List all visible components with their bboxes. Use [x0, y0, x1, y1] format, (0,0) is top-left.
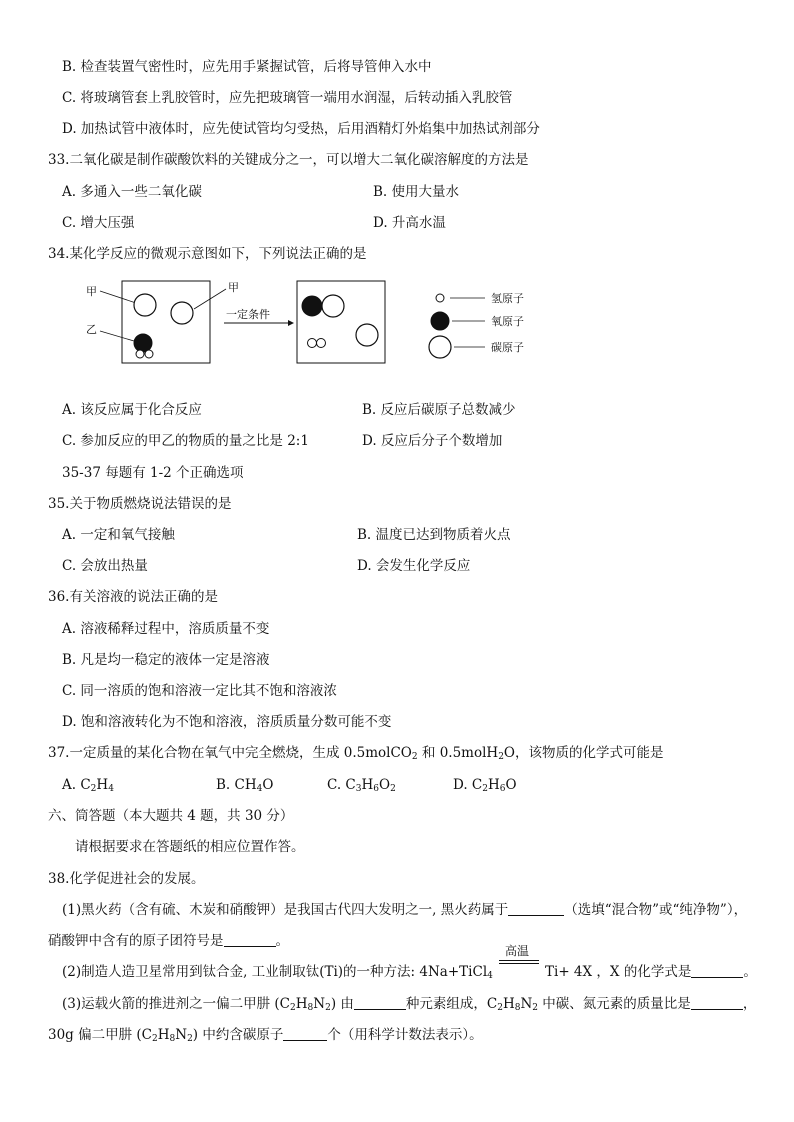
- multi-answer-note: 35-37 每题有 1-2 个正确选项: [62, 465, 244, 481]
- carbon-atom: [356, 324, 378, 346]
- subscript: 4: [256, 784, 263, 794]
- subscript: 2: [532, 1003, 539, 1013]
- q36-option-c: C. 同一溶质的饱和溶液一定比其不饱和溶液浓: [62, 683, 337, 699]
- subscript: 2: [152, 1034, 158, 1044]
- subscript: 8: [169, 1034, 176, 1044]
- carbon-atom: [322, 295, 344, 317]
- subscript: 2: [90, 784, 97, 794]
- q34-option-c: C. 参加反应的甲乙的物质的量之比是 2:1: [62, 433, 309, 449]
- oxygen-atom: [302, 296, 322, 316]
- text-part: N: [313, 996, 326, 1012]
- answer-blank[interactable]: [691, 995, 743, 1010]
- subscript: 2: [482, 784, 488, 794]
- q34-option-b: B. 反应后碳原子总数减少: [362, 402, 516, 418]
- text-part: 个（用科学计数法表示）。: [327, 1027, 483, 1043]
- legend-hydrogen-label: 氢原子: [491, 292, 524, 305]
- text-part: N: [175, 1027, 188, 1043]
- answer-blank[interactable]: [691, 963, 743, 978]
- reactant-box: [122, 281, 210, 363]
- text-part: N: [520, 996, 533, 1012]
- formula-part: O: [379, 777, 391, 793]
- formula-part: O: [505, 777, 517, 793]
- q33-option-b: B. 使用大量水: [373, 184, 460, 200]
- carbon-atom: [134, 294, 156, 316]
- q36-option-a: A. 溶液稀释过程中，溶质质量不变: [62, 621, 270, 637]
- hydrogen-atom: [317, 339, 326, 348]
- q33-option-c: C. 增大压强: [62, 215, 135, 231]
- answer-blank[interactable]: [354, 995, 406, 1010]
- q33-option-d: D. 升高水温: [373, 215, 446, 231]
- text-part: 中碳、氮元素的质量比是: [538, 996, 691, 1012]
- equation-bar: [499, 960, 539, 961]
- formula-part: H: [96, 777, 109, 793]
- oxygen-atom: [134, 334, 152, 352]
- q38-part3-line2: [48, 1025, 483, 1045]
- legend-hydrogen-icon: [436, 294, 444, 302]
- q37-stem-part: 37.一定质量的某化合物在氧气中完全燃烧，生成 0.5molCO: [48, 745, 412, 761]
- formula-part: H: [361, 777, 374, 793]
- subscript: 8: [514, 1003, 521, 1013]
- subscript: 2: [411, 752, 418, 762]
- q36-option-d: D. 饱和溶液转化为不饱和溶液，溶质质量分数可能不变: [62, 714, 392, 730]
- q33-stem: 33.二氧化碳是制作碳酸饮料的关键成分之一，可以增大二氧化碳溶解度的方法是: [48, 152, 529, 168]
- text-part: 硝酸钾中含有的原子团符号是: [48, 933, 224, 949]
- label-jia-left: 甲: [86, 285, 97, 298]
- q35-stem: 35.关于物质燃烧说法错误的是: [48, 496, 232, 512]
- label-jia-right: 甲: [228, 281, 239, 294]
- text-part: Ti+ 4X ，X 的化学式是: [545, 964, 692, 980]
- text-part: 30g 偏二甲肼 (C: [48, 1027, 152, 1043]
- legend-carbon-label: 碳原子: [491, 341, 524, 354]
- text-part: (1)黑火药（含有硫、木炭和硝酸钾）是我国古代四大发明之一, 黑火药属于: [62, 902, 509, 918]
- text-part: 。: [743, 964, 757, 980]
- text-part: ，: [742, 996, 757, 1012]
- q36-option-b: B. 凡是均一稳定的液体一定是溶液: [62, 652, 270, 668]
- formula-part: B. CH: [216, 777, 257, 793]
- text-part: H: [295, 996, 308, 1012]
- q35-option-a: A. 一定和氧气接触: [62, 527, 175, 543]
- section-six-instruction: 请根据要求在答题纸的相应位置作答。: [75, 839, 305, 855]
- text-part: (2)制造人造卫星常用到钛合金, 工业制取钛(Ti)的一种方法: 4Na+TiCl: [62, 964, 488, 980]
- formula-part: O: [262, 777, 274, 793]
- hydrogen-atom: [136, 350, 144, 358]
- hydrogen-atom: [308, 339, 317, 348]
- q37-stem-part: O，该物质的化学式可能是: [503, 745, 664, 761]
- q35-option-c: C. 会放出热量: [62, 558, 148, 574]
- hydrogen-atom: [145, 350, 153, 358]
- legend-oxygen-icon: [431, 312, 449, 330]
- subscript: 2: [187, 1034, 193, 1044]
- q34-stem: 34.某化学反应的微观示意图如下，下列说法正确的是: [48, 246, 367, 262]
- section-six-title: 六、筒答题（本大题共 4 题，共 30 分）: [48, 808, 294, 824]
- q38-part1-line2: [48, 931, 289, 951]
- text-part: H: [502, 996, 515, 1012]
- text-part: ) 中约含碳原子: [192, 1027, 284, 1043]
- q37-stem: [48, 743, 664, 763]
- formula-part: H: [488, 777, 500, 793]
- q38-part2-left: [62, 962, 493, 982]
- text-part: （选填“混合物”或“纯净物”），: [564, 902, 748, 918]
- q38-stem: 38.化学促进社会的发展。: [48, 871, 205, 887]
- subscript: 6: [373, 784, 380, 794]
- legend-carbon-icon: [429, 336, 451, 358]
- pointer-line-yi: [100, 331, 134, 341]
- q34-option-d: D. 反应后分子个数增加: [362, 433, 503, 449]
- label-yi: 乙: [86, 323, 97, 336]
- q37-option-a: [62, 775, 114, 795]
- q33-option-a: A. 多通入一些二氧化碳: [62, 184, 202, 200]
- formula-part: D. C: [453, 777, 483, 793]
- legend-oxygen-label: 氧原子: [491, 315, 524, 328]
- subscript: 2: [498, 752, 504, 762]
- q34-option-a: A. 该反应属于化合反应: [62, 402, 202, 418]
- answer-blank[interactable]: [508, 901, 564, 916]
- subscript: 4: [487, 971, 493, 981]
- q32-option-c: C. 将玻璃管套上乳胶管时，应先把玻璃管一端用水润湿，后转动插入乳胶管: [62, 90, 513, 106]
- q38-part2-right: [545, 962, 757, 982]
- subscript: 3: [355, 784, 362, 794]
- equation-bar: [499, 963, 539, 964]
- pointer-line-jia-left: [100, 291, 136, 303]
- text-part: (3)运载火箭的推进剂之一偏二甲肼 (C: [62, 996, 291, 1012]
- reaction-micro-diagram: [60, 275, 580, 375]
- q37-option-c: [327, 775, 396, 795]
- subscript: 6: [499, 784, 506, 794]
- q37-option-b: [216, 775, 273, 795]
- subscript: 2: [325, 1003, 331, 1013]
- q38-part1-line1: [62, 900, 747, 920]
- product-box: [297, 281, 385, 363]
- formula-part: C. C: [327, 777, 356, 793]
- text-part: ) 由: [330, 996, 354, 1012]
- carbon-atom: [171, 302, 193, 324]
- subscript: 2: [290, 1003, 296, 1013]
- q37-stem-part: 和 0.5molH: [417, 745, 499, 761]
- subscript: 2: [390, 784, 396, 794]
- q37-option-d: [453, 775, 517, 795]
- text-part: 。: [275, 933, 289, 949]
- subscript: 8: [307, 1003, 314, 1013]
- q32-option-d: D. 加热试管中液体时，应先使试管均匀受热，后用酒精灯外焰集中加热试剂部分: [62, 121, 540, 137]
- text-part: H: [157, 1027, 170, 1043]
- q36-stem: 36.有关溶液的说法正确的是: [48, 589, 218, 605]
- reaction-condition: 一定条件: [226, 308, 270, 321]
- answer-blank[interactable]: [283, 1026, 327, 1041]
- q38-part3-line1: [62, 994, 756, 1014]
- text-part: 种元素组成，C: [405, 996, 498, 1012]
- formula-part: A. C: [62, 777, 91, 793]
- subscript: 2: [497, 1003, 503, 1013]
- subscript: 4: [108, 784, 114, 794]
- q35-option-d: D. 会发生化学反应: [357, 558, 471, 574]
- q35-option-b: B. 温度已达到物质着火点: [357, 527, 511, 543]
- q32-option-b: B. 检查装置气密性时，应先用手紧握试管，后将导管伸入水中: [62, 59, 432, 75]
- answer-blank[interactable]: [224, 932, 276, 947]
- reaction-condition-high-temp: 高温: [505, 944, 530, 958]
- reaction-arrowhead: [288, 320, 294, 326]
